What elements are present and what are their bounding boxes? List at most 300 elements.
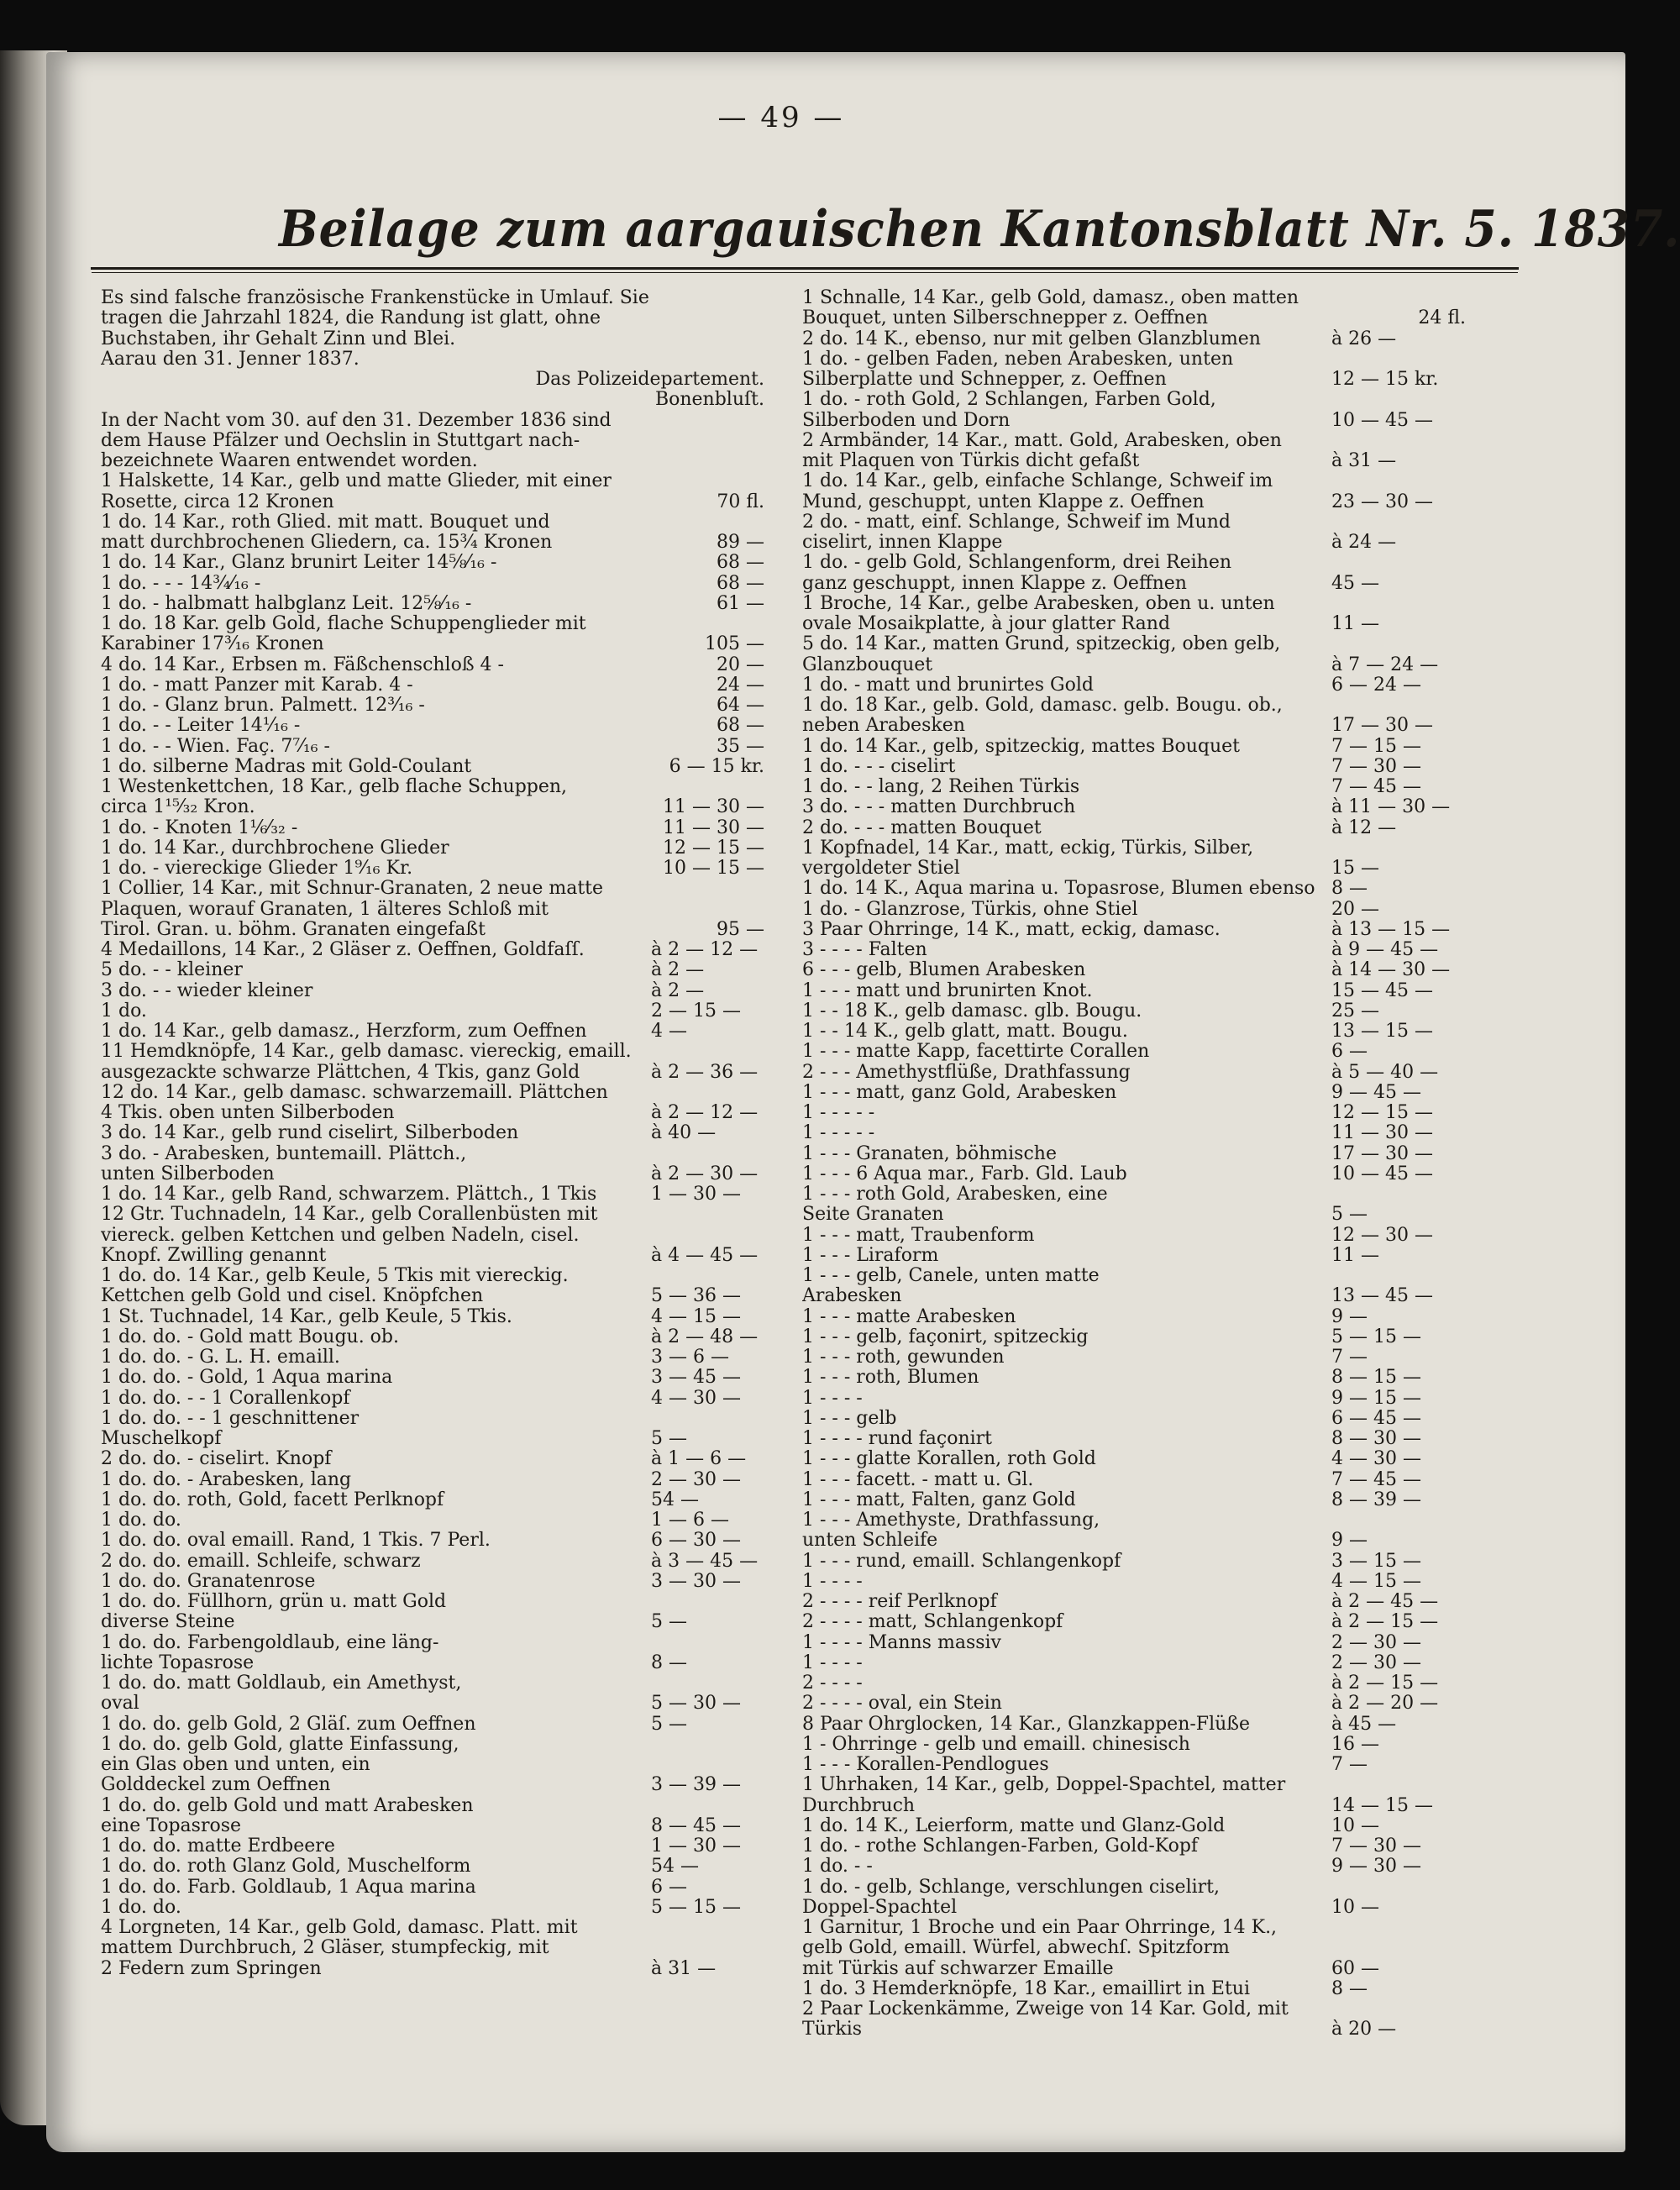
- line-text: Kettchen gelb Gold und cisel. Knöpfchen: [101, 1286, 484, 1307]
- text-line: [101, 1449, 764, 1469]
- text-line: [802, 1572, 1466, 1592]
- line-text: 11 Hemdknöpfe, 14 Kar., gelb damasc. viereckig, emaill.: [101, 1042, 632, 1063]
- text-line: [101, 533, 764, 553]
- line-text: ciselirt, innen Klappe: [802, 533, 1003, 553]
- text-line: [802, 471, 1466, 491]
- line-text: 1 do. 14 K., Aqua marina u. Topasrose, Blumen ebenso: [802, 879, 1315, 900]
- line-text: 1 do. do.: [101, 1897, 181, 1918]
- text-line: [101, 1735, 764, 1755]
- price-value: 9 —: [1331, 1306, 1368, 1327]
- line-text: 2 - - - - oval, ein Stein: [802, 1694, 1002, 1715]
- line-text: 1 - - - Granaten, böhmische: [802, 1143, 1057, 1164]
- text-line: [802, 1531, 1466, 1551]
- text-line: [802, 1878, 1466, 1898]
- text-line: [802, 1959, 1466, 1979]
- line-text: Silberplatte und Schnepper, z. Oeffnen: [802, 370, 1167, 390]
- line-text: Karabiner 17³⁄₁₆ Kronen: [101, 634, 324, 655]
- price-value: 20 —: [1331, 899, 1379, 920]
- text-line: [101, 1552, 764, 1572]
- line-text: ovale Mosaikplatte, à jour glatter Rand: [802, 614, 1171, 634]
- line-text: 3 do. - - wieder kleiner: [101, 980, 313, 1001]
- price-value: 7 — 15 —: [1331, 736, 1421, 757]
- price-value: 7 —: [1331, 1755, 1368, 1775]
- text-line: [101, 818, 764, 838]
- price-value: 15 — 45 —: [1331, 980, 1433, 1001]
- line-text: 1 do. do. - Gold, 1 Aqua marina: [101, 1368, 393, 1389]
- text-line: [802, 1226, 1466, 1246]
- line-text: 2 do. - - - matten Bouquet: [802, 817, 1042, 838]
- line-text: 1 do. - roth Gold, 2 Schlangen, Farben Gold,: [802, 390, 1216, 411]
- line-text: 1 do. do. - - 1 geschnittener: [101, 1408, 360, 1429]
- text-line: [802, 1490, 1466, 1510]
- price-value: 11 — 30 —: [663, 797, 764, 818]
- line-text: 1 do. 18 Kar. gelb Gold, flache Schuppenglieder mit: [101, 614, 586, 634]
- line-text: 1 do. - gelb Gold, Schlangenform, drei Reihen: [802, 553, 1232, 574]
- line-text: 2 - - - -: [802, 1673, 863, 1694]
- text-line: [802, 1796, 1466, 1816]
- price-value: à 40 —: [651, 1123, 717, 1144]
- price-value: 8 — 39 —: [1331, 1489, 1421, 1510]
- price-value: 12 — 15 —: [1331, 1103, 1433, 1123]
- text-line: [101, 1938, 764, 1958]
- text-line: [802, 960, 1466, 980]
- text-line: [101, 1286, 764, 1306]
- line-text: 4 do. 14 Kar., Erbsen m. Fäßchenschloß 4 -: [101, 654, 504, 675]
- text-line: [802, 1857, 1466, 1877]
- line-text: 1 do. 14 K., Leierform, matte und Glanz-Gold: [802, 1815, 1226, 1836]
- price-value: à 2 — 15 —: [1331, 1673, 1439, 1694]
- line-text: 2 do. do. - ciselirt. Knopf: [101, 1449, 332, 1470]
- text-line: [101, 1368, 764, 1388]
- line-text: 1 - - - roth, gewunden: [802, 1347, 1005, 1368]
- text-line: [802, 553, 1466, 573]
- text-line: [802, 1938, 1466, 1958]
- price-value: 7 — 45 —: [1331, 1469, 1421, 1490]
- text-line: [802, 1470, 1466, 1490]
- text-line: [101, 1144, 764, 1164]
- price-value: 9 — 30 —: [1331, 1857, 1421, 1878]
- text-line: [101, 1592, 764, 1612]
- text-line: [101, 655, 764, 675]
- price-value: 10 —: [1331, 1897, 1379, 1918]
- price-value: 16 —: [1331, 1734, 1379, 1755]
- text-line: [802, 1816, 1466, 1836]
- price-value: 54 —: [651, 1489, 699, 1510]
- line-text: matt durchbrochenen Gliedern, ca. 15¾ Kronen: [101, 533, 553, 553]
- price-value: 5 —: [1331, 1205, 1368, 1226]
- price-value: à 14 — 30 —: [1331, 960, 1451, 981]
- price-value: 5 — 30 —: [651, 1694, 741, 1715]
- text-line: [101, 981, 764, 1001]
- price-value: 35 —: [717, 736, 764, 757]
- text-line: [101, 1123, 764, 1143]
- line-text: 12 Gtr. Tuchnadeln, 14 Kar., gelb Corallenbüsten mit: [101, 1205, 598, 1226]
- text-line: [802, 533, 1466, 553]
- text-line: [101, 1470, 764, 1490]
- line-text: Mund, geschuppt, unten Klappe z. Oeffnen: [802, 491, 1205, 512]
- text-line: [101, 859, 764, 879]
- text-line: [802, 1836, 1466, 1857]
- line-text: 1 - - - -: [802, 1652, 863, 1673]
- line-text: 1 - - - glatte Korallen, roth Gold: [802, 1449, 1096, 1470]
- text-line: [101, 1510, 764, 1531]
- price-value: 25 —: [1331, 1000, 1379, 1021]
- line-text: 1 - - 14 K., gelb glatt, matt. Bougu.: [802, 1021, 1128, 1042]
- right-column: [802, 288, 1466, 2040]
- line-text: 1 do. - rothe Schlangen-Farben, Gold-Kopf: [802, 1836, 1199, 1857]
- price-value: 17 — 30 —: [1331, 1143, 1433, 1164]
- line-text: 1 do. do. Farbengoldlaub, eine läng-: [101, 1632, 439, 1653]
- text-line: [101, 900, 764, 920]
- line-text: 3 - - - - Falten: [802, 940, 927, 960]
- text-line: [101, 1103, 764, 1123]
- text-line: [101, 940, 764, 960]
- text-line: [802, 1592, 1466, 1612]
- text-line: [101, 1266, 764, 1286]
- line-text: 1 - - - Liraform: [802, 1245, 939, 1266]
- text-line: [101, 1042, 764, 1062]
- text-line: [802, 1063, 1466, 1083]
- line-text: bezeichnete Waaren entwendet worden.: [101, 451, 478, 471]
- line-text: 3 do. - - - matten Durchbruch: [802, 797, 1076, 818]
- price-value: 3 — 15 —: [1331, 1551, 1421, 1572]
- line-text: Knopf. Zwilling genannt: [101, 1245, 327, 1266]
- price-value: 5 — 15 —: [1331, 1326, 1421, 1347]
- line-text: 1 do. - -: [802, 1857, 873, 1878]
- line-text: 1 St. Tuchnadel, 14 Kar., gelb Keule, 5 Tkis.: [101, 1306, 512, 1327]
- text-line: [101, 1959, 764, 1979]
- line-text: 1 Uhrhaken, 14 Kar., gelb, Doppel-Spachtel, matter: [802, 1775, 1286, 1796]
- text-line: [802, 900, 1466, 920]
- line-text: Buchstaben, ihr Gehalt Zinn und Blei.: [101, 328, 456, 349]
- price-value: 7 —: [1331, 1347, 1368, 1368]
- line-text: 1 do. - Glanz brun. Palmett. 12³⁄₁₆ -: [101, 696, 425, 716]
- price-value: 20 —: [717, 654, 764, 675]
- price-value: 13 — 45 —: [1331, 1286, 1433, 1307]
- line-text: ein Glas oben und unten, ein: [101, 1755, 370, 1775]
- text-line: [802, 859, 1466, 879]
- price-value: 8 —: [1331, 879, 1368, 900]
- line-text: 4 Tkis. oben unten Silberboden: [101, 1103, 395, 1123]
- text-line: [802, 574, 1466, 594]
- text-line: [802, 655, 1466, 675]
- line-text: 12 do. 14 Kar., gelb damasc. schwarzemaill. Plättchen: [101, 1082, 608, 1103]
- price-value: 105 —: [705, 634, 764, 655]
- text-line: [802, 716, 1466, 736]
- line-text: oval: [101, 1694, 139, 1715]
- price-value: à 2 —: [651, 980, 705, 1001]
- text-line: [101, 1918, 764, 1938]
- line-text: 1 do. do. - G. L. H. emaill.: [101, 1347, 340, 1368]
- line-text: 1 - Ohrringe - gelb und emaill. chinesisch: [802, 1734, 1190, 1755]
- line-text: 1 - - - gelb, Canele, unten matte: [802, 1266, 1100, 1286]
- line-text: 1 do. do. roth Glanz Gold, Muschelform: [101, 1857, 471, 1878]
- text-line: [101, 1205, 764, 1225]
- line-text: 1 Westenkettchen, 18 Kar., gelb flache Schuppen,: [101, 777, 568, 797]
- line-text: 1 do. - - Wien. Faç. 7⁷⁄₁₆ -: [101, 736, 330, 757]
- text-line: [101, 879, 764, 899]
- price-value: 4 — 15 —: [651, 1306, 741, 1327]
- line-text: 2 do. do. emaill. Schleife, schwarz: [101, 1551, 421, 1572]
- text-line: [802, 1368, 1466, 1388]
- price-value: 5 —: [651, 1429, 687, 1449]
- line-text: 1 - - - roth Gold, Arabesken, eine: [802, 1184, 1108, 1205]
- price-value: 6 — 45 —: [1331, 1408, 1421, 1429]
- line-text: 1 - - - -: [802, 1571, 863, 1592]
- price-value: 68 —: [717, 553, 764, 574]
- line-text: 1 do. 14 Kar., gelb Rand, schwarzem. Plättch., 1 Tkis: [101, 1184, 597, 1205]
- price-value: 2 — 30 —: [651, 1469, 741, 1490]
- price-value: à 4 — 45 —: [651, 1245, 759, 1266]
- page-title: Beilage zum aargauischen Kantonsblatt Nr. 5. 1837.: [279, 200, 1680, 259]
- line-text: diverse Steine: [101, 1612, 235, 1633]
- line-text: 1 do. - halbmatt halbglanz Leit. 12⅝⁄₁₆ -: [101, 593, 472, 614]
- line-text: 1 do. silberne Madras mit Gold-Coulant: [101, 756, 472, 777]
- price-value: 61 —: [717, 593, 764, 614]
- price-value: à 11 — 30 —: [1331, 797, 1451, 818]
- text-line: [802, 634, 1466, 654]
- line-text: 1 do. - - Leiter 14⅟₁₆ -: [101, 716, 301, 737]
- price-value: 3 — 45 —: [651, 1368, 741, 1389]
- text-line: [802, 594, 1466, 614]
- line-text: 1 do. do. - - 1 Corallenkopf: [101, 1388, 350, 1409]
- line-text: 1 - - - rund, emaill. Schlangenkopf: [802, 1551, 1121, 1572]
- text-line: [802, 1552, 1466, 1572]
- text-line: [101, 1429, 764, 1449]
- text-line: [101, 1572, 764, 1592]
- line-text: 1 - - - Korallen-Pendlogues: [802, 1755, 1049, 1775]
- text-line: [101, 1063, 764, 1083]
- line-text: In der Nacht vom 30. auf den 31. Dezember 1836 sind: [101, 410, 612, 431]
- text-line: [802, 492, 1466, 512]
- text-line: [802, 940, 1466, 960]
- price-value: 17 — 30 —: [1331, 716, 1433, 737]
- line-text: 5 do. - - kleiner: [101, 960, 243, 981]
- price-value: 13 — 15 —: [1331, 1021, 1433, 1042]
- price-value: 23 — 30 —: [1331, 491, 1433, 512]
- text-line: [101, 471, 764, 491]
- line-text: 1 Collier, 14 Kar., mit Schnur-Granaten, 2 neue matte: [101, 879, 604, 900]
- line-text: Es sind falsche französische Frankenstücke in Umlauf. Sie: [101, 288, 649, 308]
- price-value: 7 — 30 —: [1331, 1836, 1421, 1857]
- line-text: 1 do. do. gelb Gold, glatte Einfassung,: [101, 1734, 459, 1755]
- text-line: [101, 1389, 764, 1409]
- price-value: 24 fl.: [1418, 308, 1466, 329]
- text-line: [101, 1633, 764, 1653]
- price-value: 8 —: [1331, 1978, 1368, 1999]
- line-text: circa 1¹⁵⁄₃₂ Kron.: [101, 797, 255, 818]
- text-line: [101, 288, 764, 308]
- price-value: 10 — 45 —: [1331, 1163, 1433, 1184]
- price-value: 10 — 45 —: [1331, 410, 1433, 431]
- text-line: [802, 1266, 1466, 1286]
- text-line: [101, 838, 764, 859]
- text-line: [101, 574, 764, 594]
- price-value: 89 —: [717, 533, 764, 553]
- text-line: [101, 1898, 764, 1918]
- price-value: 8 —: [651, 1652, 687, 1673]
- text-line: [101, 960, 764, 980]
- line-text: 2 - - - - matt, Schlangenkopf: [802, 1612, 1063, 1633]
- text-line: [101, 370, 764, 390]
- text-line: [101, 1246, 764, 1266]
- price-value: 11 —: [1331, 614, 1379, 634]
- line-text: 1 - - - matt, Traubenform: [802, 1225, 1035, 1246]
- text-line: [802, 1999, 1466, 2019]
- text-line: [802, 1347, 1466, 1368]
- line-text: Glanzbouquet: [802, 654, 933, 675]
- text-line: [101, 1755, 764, 1775]
- text-line: [802, 1103, 1466, 1123]
- text-line: [101, 1307, 764, 1327]
- line-text: Doppel-Spachtel: [802, 1897, 958, 1918]
- text-line: [101, 757, 764, 777]
- price-value: 1 — 30 —: [651, 1184, 741, 1205]
- text-line: [802, 411, 1466, 431]
- line-text: 1 - - - Amethyste, Drathfassung,: [802, 1510, 1100, 1531]
- line-text: 1 do. - matt Panzer mit Karab. 4 -: [101, 675, 413, 696]
- price-value: à 2 — 48 —: [651, 1326, 759, 1347]
- text-line: [802, 1755, 1466, 1775]
- line-text: tragen die Jahrzahl 1824, die Randung ist glatt, ohne: [101, 308, 601, 329]
- text-line: [802, 1898, 1466, 1918]
- text-line: [802, 1246, 1466, 1266]
- text-line: [802, 838, 1466, 859]
- price-value: 11 — 30 —: [1331, 1123, 1433, 1144]
- price-value: 54 —: [651, 1857, 699, 1878]
- text-line: [802, 1389, 1466, 1409]
- price-value: 5 — 36 —: [651, 1286, 741, 1307]
- text-line: [101, 594, 764, 614]
- line-text: 1 do. - - - ciselirt: [802, 756, 956, 777]
- price-value: 4 —: [651, 1021, 687, 1042]
- line-text: 1 do. 14 Kar., gelb damasz., Herzform, zum Oeffnen: [101, 1021, 587, 1042]
- text-line: [802, 1205, 1466, 1225]
- line-text: 3 Paar Ohrringe, 14 K., matt, eckig, damasc.: [802, 919, 1221, 940]
- text-line: [802, 431, 1466, 451]
- price-value: 60 —: [1331, 1958, 1379, 1979]
- line-text: Türkis: [802, 2019, 863, 2040]
- text-line: [101, 512, 764, 533]
- line-text: 8 Paar Ohrglocken, 14 Kar., Glanzkappen-Flüße: [802, 1714, 1250, 1735]
- price-value: à 9 — 45 —: [1331, 940, 1439, 960]
- line-text: unten Silberboden: [101, 1163, 275, 1184]
- line-text: 1 do. do. matte Erdbeere: [101, 1836, 335, 1857]
- text-line: [802, 1918, 1466, 1938]
- price-value: à 1 — 6 —: [651, 1449, 747, 1470]
- price-value: à 2 — 36 —: [651, 1062, 759, 1083]
- text-line: [802, 1144, 1466, 1164]
- text-line: [101, 1347, 764, 1368]
- line-text: 2 Armbänder, 14 Kar., matt. Gold, Arabesken, oben: [802, 430, 1282, 451]
- text-line: [802, 349, 1466, 370]
- price-value: 5 —: [651, 1714, 687, 1735]
- text-line: [101, 1816, 764, 1836]
- price-value: à 45 —: [1331, 1714, 1397, 1735]
- line-text: 1 do. 14 Kar., gelb, einfache Schlange, Schweif im: [802, 471, 1273, 492]
- line-text: 1 do. - Knoten 1⅙⁄₃₂ -: [101, 817, 298, 838]
- line-text: 2 - - - - reif Perlknopf: [802, 1592, 997, 1612]
- left-column: [101, 288, 764, 1979]
- price-value: 3 — 39 —: [651, 1775, 741, 1796]
- price-value: 5 — 15 —: [651, 1897, 741, 1918]
- text-line: [802, 1429, 1466, 1449]
- line-text: 1 - - - matt, Falten, ganz Gold: [802, 1489, 1076, 1510]
- text-line: [101, 1612, 764, 1632]
- price-value: 9 — 45 —: [1331, 1082, 1421, 1103]
- line-text: 1 do. - viereckige Glieder 1⁹⁄₁₆ Kr.: [101, 859, 413, 879]
- text-line: [802, 1735, 1466, 1755]
- text-line: [802, 675, 1466, 696]
- text-line: [101, 675, 764, 696]
- text-line: [802, 614, 1466, 634]
- price-value: 7 — 45 —: [1331, 777, 1421, 797]
- price-value: 8 — 45 —: [651, 1815, 741, 1836]
- text-line: [802, 1612, 1466, 1632]
- text-line: [802, 512, 1466, 533]
- line-text: 1 do. do. - Gold matt Bougu. ob.: [101, 1326, 399, 1347]
- line-text: Bouquet, unten Silberschnepper z. Oeffnen: [802, 308, 1209, 329]
- price-value: 1 — 6 —: [651, 1510, 729, 1531]
- line-text: 1 do. do. matt Goldlaub, ein Amethyst,: [101, 1673, 462, 1694]
- price-value: 68 —: [717, 716, 764, 737]
- price-value: 2 — 30 —: [1331, 1652, 1421, 1673]
- line-text: 1 Schnalle, 14 Kar., gelb Gold, damasz., oben matten: [802, 288, 1299, 308]
- line-text: 1 do. do. roth, Gold, facett Perlknopf: [101, 1489, 444, 1510]
- price-value: 10 —: [1331, 1815, 1379, 1836]
- text-line: [101, 614, 764, 634]
- price-value: 2 — 30 —: [1331, 1632, 1421, 1653]
- price-value: 9 — 15 —: [1331, 1388, 1421, 1409]
- price-value: 6 — 30 —: [651, 1531, 741, 1552]
- line-text: 1 do. 3 Hemderknöpfe, 18 Kar., emaillirt in Etui: [802, 1978, 1250, 1999]
- line-text: 1 do. 14 Kar., roth Glied. mit matt. Bouquet und: [101, 512, 550, 533]
- text-line: [101, 1083, 764, 1103]
- price-value: 14 — 15 —: [1331, 1795, 1433, 1816]
- line-text: 1 do. do. Granatenrose: [101, 1571, 316, 1592]
- line-text: 1 - - - -: [802, 1388, 863, 1409]
- price-value: 45 —: [1331, 573, 1379, 594]
- line-text: mattem Durchbruch, 2 Gläser, stumpfeckig, mit: [101, 1938, 549, 1959]
- line-text: Silberboden und Dorn: [802, 410, 1011, 431]
- price-value: 70 fl.: [717, 491, 764, 512]
- text-line: [802, 370, 1466, 390]
- line-text: 1 do. - - - 14¾⁄₁₆ -: [101, 573, 261, 594]
- text-line: [802, 1694, 1466, 1714]
- price-value: 6 — 15 kr.: [669, 756, 764, 777]
- line-text: 1 - - - matte Arabesken: [802, 1306, 1016, 1327]
- line-text: Das Polizeidepartement.: [535, 370, 764, 390]
- line-text: 1 - - - - Manns massiv: [802, 1632, 1001, 1653]
- text-line: [802, 451, 1466, 471]
- line-text: 1 do. do.: [101, 1510, 181, 1531]
- price-value: à 2 —: [651, 960, 705, 981]
- price-value: 95 —: [717, 919, 764, 940]
- line-text: 1 do. - matt und brunirtes Gold: [802, 675, 1094, 696]
- text-line: [802, 1042, 1466, 1062]
- line-text: 1 do. - - lang, 2 Reihen Türkis: [802, 777, 1080, 797]
- text-line: [101, 1001, 764, 1021]
- price-value: 11 —: [1331, 1245, 1379, 1266]
- line-text: 1 - - 18 K., gelb damasc. glb. Bougu.: [802, 1000, 1142, 1021]
- text-line: [802, 879, 1466, 899]
- line-text: 1 - - - matt, ganz Gold, Arabesken: [802, 1082, 1117, 1103]
- price-value: à 2 — 20 —: [1331, 1694, 1439, 1715]
- line-text: 1 do. do. gelb Gold und matt Arabesken: [101, 1795, 474, 1816]
- line-text: unten Schleife: [802, 1531, 938, 1552]
- text-line: [101, 1836, 764, 1857]
- line-text: Muschelkopf: [101, 1429, 222, 1449]
